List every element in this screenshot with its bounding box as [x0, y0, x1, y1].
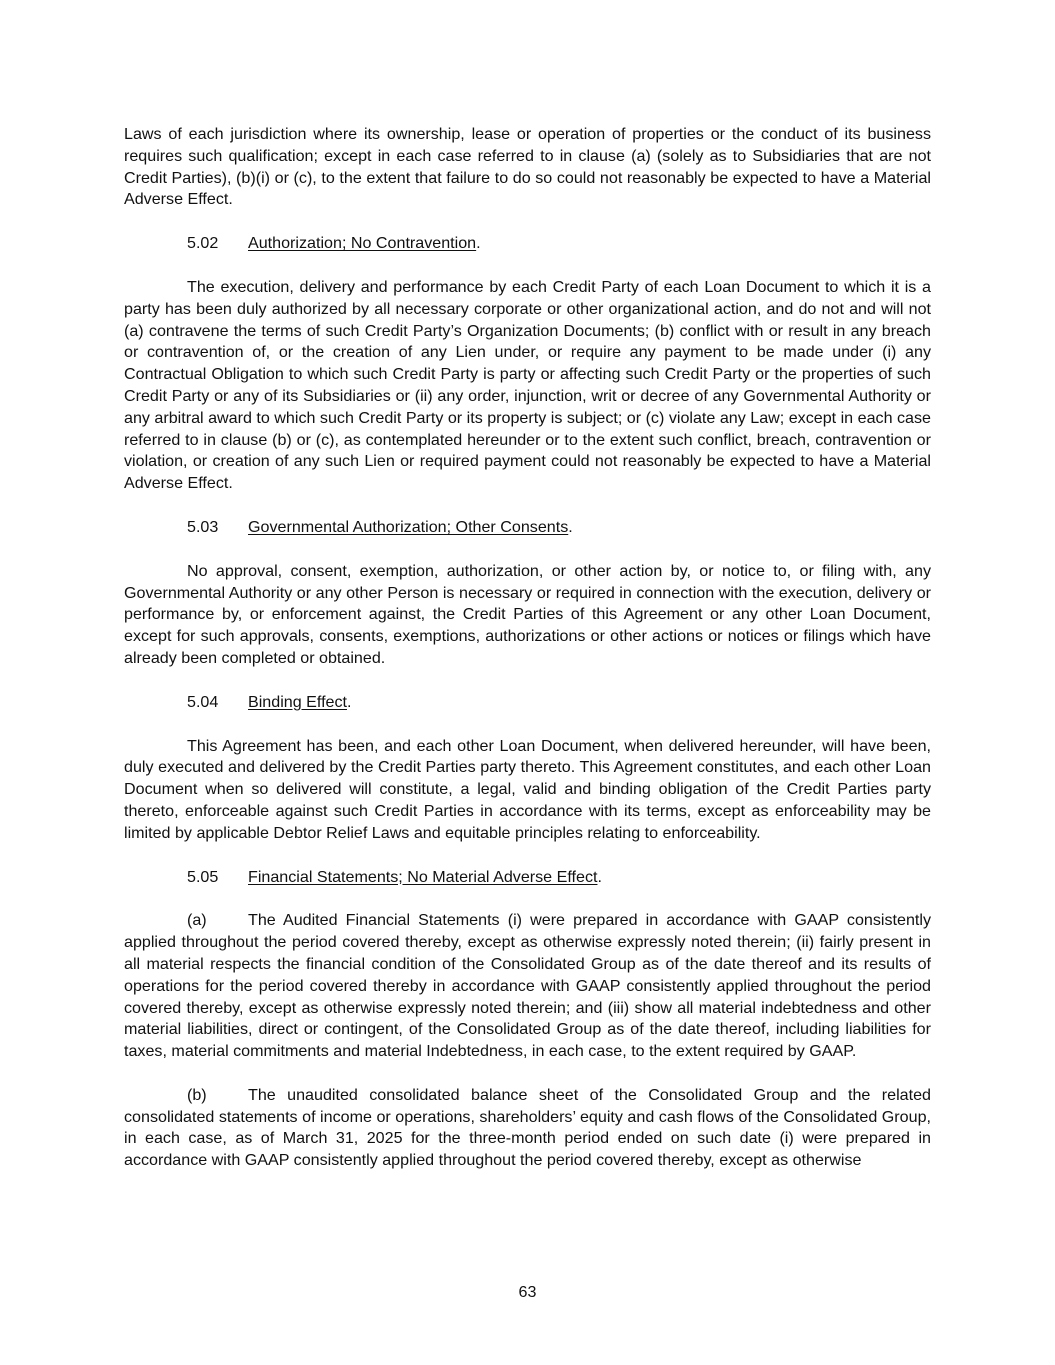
section-5-02-body: The execution, delivery and performance by each Credit Party of each Loan Document to which it is a party has been duly authorized by all necessary corporate or other organizational action, and do not and will not (a) contravene the terms of such Credit Party’s Organization Documents; (b) conflict with or result in any breach or contravention of, or the creation of any Lien under, or require any payment to be made under (i) any Contractual Obligation to which such Credit Party is party or affecting such Credit Party or the properties of such Credit Party or any of its Subsidiaries or (ii) any order, injunction, writ or decree of any Governmental Authority or any arbitral award to which such Credit Party or its property is subject; or (c) violate any Law; except in each case referred to in clause (b) or (c), as contemplated hereunder or to the extent such conflict, breach, contravention or violation, or creation of any such Lien or required payment could not reasonably be expected to have a Material Adverse Effect. [124, 277, 931, 493]
section-title: Binding Effect [248, 692, 348, 711]
page-number: 63 [518, 1283, 537, 1301]
section-5-03-body: No approval, consent, exemption, authorization, or other action by, or notice to, or filing with, any Governmental Authority or any other Person is necessary or required in connection with the execution, delivery or performance by, or enforcement against, the Credit Parties of this Agreement or any other Loan Document, except for such approvals, consents, exemptions, authorizations or other actions or notices or filings which have already been completed or obtained. [124, 561, 931, 667]
section-5-05-clause-a [124, 910, 931, 1063]
document-page [124, 124, 931, 1172]
section-title: Financial Statements; No Material Adverse Effect [248, 867, 598, 886]
section-number: 5.04 [187, 692, 219, 711]
section-title-suffix: . [597, 867, 602, 886]
section-heading-5-03 [124, 517, 931, 539]
section-heading-5-05 [124, 867, 931, 889]
clause-a-text: The Audited Financial Statements (i) were prepared in accordance with GAAP consistently applied throughout the period covered thereby, except as otherwise expressly noted therein; (ii) fairly present in all material respects the financial condition of the Consolidated Group as of the date thereof and its results of operations for the period covered thereby in accordance with GAAP consistently applied throughout the period covered thereby, except as otherwise expressly noted therein; and (iii) show all material indebtedness and other material liabilities, direct or contingent, of the Consolidated Group as of the date thereof, including liabilities for taxes, material commitments and material Indebtedness, in each case, to the extent required by GAAP. [124, 911, 931, 1061]
section-number: 5.03 [187, 517, 219, 536]
section-heading-5-04 [124, 692, 931, 714]
clause-b-text: The unaudited consolidated balance sheet of the Consolidated Group and the related consolidated statements of income or operations, shareholders’ equity and cash flows of the Consolidated Group, in each case, as of March 31, 2025 for the three-month period ended on such date (i) were prepared in accordance with GAAP consistently applied throughout the period covered thereby, except as otherwise [124, 1085, 931, 1170]
intro-paragraph: Laws of each jurisdiction where its ownership, lease or operation of properties or the conduct of its business requires such qualification; except in each case referred to in clause (a) (solely as to Subsidiaries that are not Credit Parties), (b)(i) or (c), to the extent that failure to do so could not reasonably be expected to have a Material Adverse Effect. [124, 125, 931, 209]
section-5-04-body: This Agreement has been, and each other Loan Document, when delivered hereunder, will have been, duly executed and delivered by the Credit Parties party thereto. This Agreement constitutes, and each other Loan Document when so delivered will constitute, a legal, valid and binding obligation of the Credit Parties party thereto, enforceable against such Credit Parties in accordance with its terms, except as enforceability may be limited by applicable Debtor Relief Laws and equitable principles relating to enforceability. [124, 736, 931, 842]
section-title-suffix: . [347, 692, 352, 711]
section-number: 5.05 [187, 867, 219, 886]
clause-label-b: (b) [187, 1085, 207, 1104]
section-title: Governmental Authorization; Other Consents [248, 517, 569, 536]
section-5-05-clause-b [124, 1085, 931, 1172]
clause-label-a: (a) [187, 911, 207, 930]
section-title: Authorization; No Contravention [248, 234, 477, 253]
section-title-suffix: . [476, 234, 481, 253]
section-heading-5-02 [124, 233, 931, 255]
section-title-suffix: . [568, 517, 573, 536]
section-number: 5.02 [187, 234, 219, 253]
